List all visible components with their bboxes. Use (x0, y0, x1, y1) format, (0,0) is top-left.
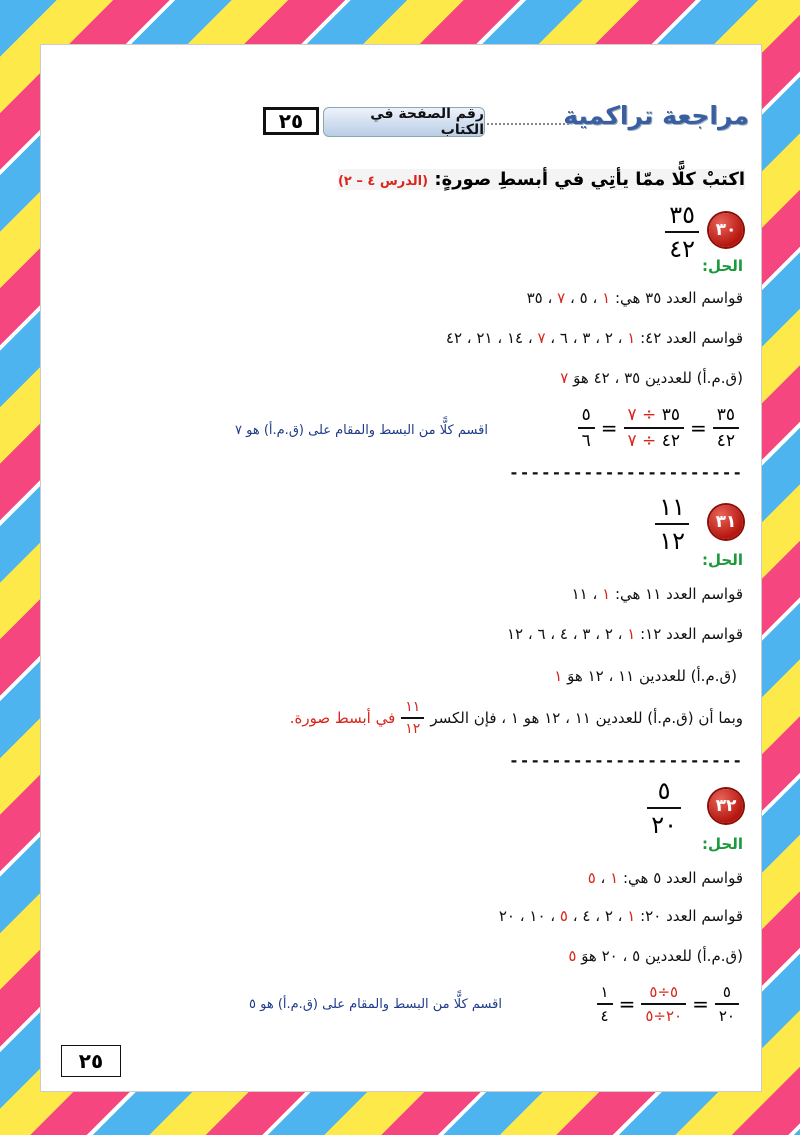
divisors-line-2: قواسم العدد ١٢: ١ ، ٢ ، ٣ ، ٤ ، ٦ ، ١٢ (506, 625, 743, 643)
gcf-line: (ق.م.أ) للعددين ٥ ، ٢٠ هوَ ٥ (568, 947, 743, 965)
gcf-line: (ق.م.أ) للعددين ١١ ، ١٢ هوَ ١ (554, 667, 737, 685)
division-note: اقسم كلًّا من البسط والمقام على (ق.م.أ) هو ٧ (235, 423, 488, 438)
instruction-text: اكتبْ كلًّا ممّا يأتِي في أبسطِ صورةٍ: (434, 169, 745, 190)
simplify-equation: $\frac{٥}{٢٠}$ = $\frac{٥\div ٥}{٢٠\div ٥}$ = $\frac{١}{٤}$ (597, 983, 739, 1025)
divisors-line-1: قواسم العدد ٥ هي: ١ ، ٥ (587, 869, 743, 887)
header-title: مراجعة تراكمية (563, 101, 749, 130)
problem-number-badge: ٣٠ (709, 213, 743, 247)
section-divider: ---------------------- (509, 463, 743, 482)
simplify-equation: $\frac{٣٥}{٤٢}$ = $\frac{٣٥ \div ٧}{٤٢ \div ٧}$ = $\frac{٥}{٦}$ (578, 405, 739, 451)
page-number-box: ٢٥ (263, 107, 319, 135)
problem-fraction: ٥ ٢٠ (647, 777, 681, 839)
divisors-line-2: قواسم العدد ٤٢: ١ ، ٢ ، ٣ ، ٦ ، ٧ ، ١٤ ، ٢١ ، ٤٢ (445, 329, 743, 347)
lesson-reference: (الدرس ٤ – ٢) (337, 174, 429, 189)
solution-label: الحل: (702, 551, 743, 569)
problem-fraction: ١١ ١٢ (655, 493, 689, 555)
footer-page-number: ٢٥ (61, 1045, 121, 1077)
divisors-line-1: قواسم العدد ٣٥ هي: ١ ، ٥ ، ٧ ، ٣٥ (526, 289, 743, 307)
solution-label: الحل: (702, 835, 743, 853)
problem-number-badge: ٣١ (709, 505, 743, 539)
problem-number-badge: ٣٢ (709, 789, 743, 823)
simplest-form-statement: وبما أن (ق.م.أ) للعددين ١١ ، ١٢ هو ١ ، فإن الكسر $\frac{١١}{١٢}$ في أبسط صورة. (289, 699, 743, 737)
division-note: اقسم كلًّا من البسط والمقام على (ق.م.أ) هو ٥ (249, 997, 502, 1012)
header-dotted-line (487, 123, 569, 125)
instruction (338, 169, 745, 190)
problem-fraction: ٣٥ ٤٢ (665, 201, 699, 263)
divisors-line-1: قواسم العدد ١١ هي: ١ ، ١١ (571, 585, 743, 603)
worksheet-page (40, 44, 762, 1092)
section-divider: ---------------------- (509, 751, 743, 770)
divisors-line-2: قواسم العدد ٢٠: ١ ، ٢ ، ٤ ، ٥ ، ١٠ ، ٢٠ (498, 907, 743, 925)
solution-label: الحل: (702, 257, 743, 275)
gcf-line: (ق.م.أ) للعددين ٣٥ ، ٤٢ هوَ ٧ (560, 369, 743, 387)
page-label-box: رقم الصفحة في الكتاب (323, 107, 485, 137)
